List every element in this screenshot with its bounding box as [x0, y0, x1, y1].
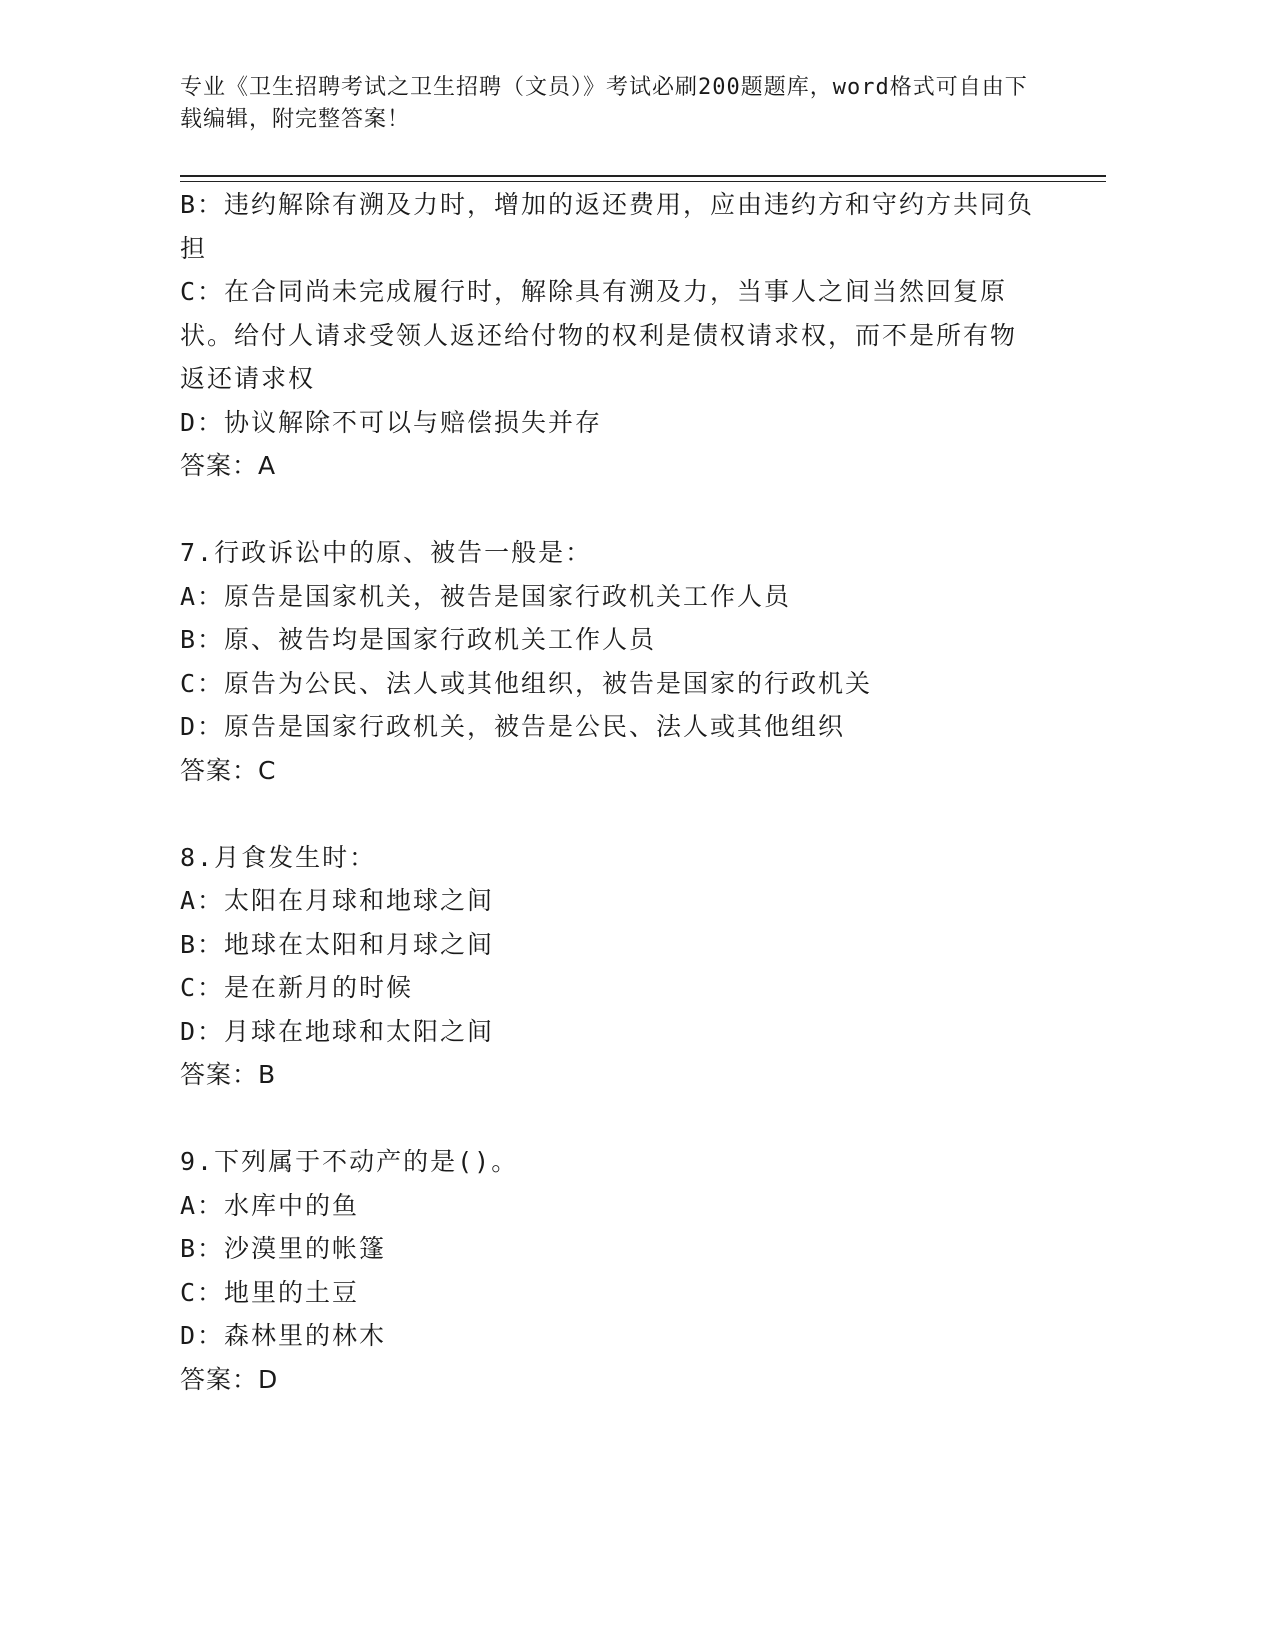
- question-6-continued: [180, 183, 1040, 488]
- option-b: B：原、被告均是国家行政机关工作人员: [180, 625, 657, 654]
- answer-line: 答案：A: [180, 451, 277, 480]
- answer-line: 答案：D: [180, 1364, 279, 1394]
- option-b: B：沙漠里的帐篷: [180, 1234, 387, 1263]
- option-d: D：协议解除不可以与赔偿损失并存: [180, 407, 603, 437]
- option-b: B：地球在太阳和月球之间: [180, 929, 495, 959]
- option-d: D：月球在地球和太阳之间: [180, 1016, 495, 1046]
- question-text: 7.行政诉讼中的原、被告一般是：: [180, 538, 593, 567]
- spacer: [180, 488, 1040, 532]
- option-b: B：违约解除有溯及力时，增加的返还费用，应由违约方和守约方共同负担: [180, 190, 1035, 263]
- header-divider-thin: [180, 181, 1106, 182]
- header-divider-thick: [180, 175, 1106, 177]
- question-text: 9.下列属于不动产的是()。: [180, 1147, 519, 1176]
- option-c: C：在合同尚未完成履行时，解除具有溯及力，当事人之间当然回复原状。给付人请求受领人返还给付物的权利是债权请求权，而不是所有物返还请求权: [180, 277, 1018, 393]
- document-header: [180, 72, 1040, 136]
- question-7: [180, 531, 1040, 792]
- option-d: D：原告是国家行政机关，被告是公民、法人或其他组织: [180, 712, 846, 741]
- answer-line: 答案：B: [180, 1060, 277, 1089]
- question-8: [180, 836, 1040, 1097]
- option-a: A：太阳在月球和地球之间: [180, 886, 495, 915]
- spacer: [180, 792, 1040, 836]
- option-c: C：地里的土豆: [180, 1277, 360, 1307]
- question-text: 8.月食发生时：: [180, 842, 377, 872]
- question-9: [180, 1140, 1040, 1401]
- option-a: A：水库中的鱼: [180, 1190, 360, 1220]
- option-c: C：是在新月的时候: [180, 973, 414, 1002]
- option-d: D：森林里的林木: [180, 1321, 387, 1350]
- question-list: [180, 183, 1040, 1401]
- spacer: [180, 1097, 1040, 1141]
- option-c: C：原告为公民、法人或其他组织，被告是国家的行政机关: [180, 668, 873, 698]
- option-a: A：原告是国家机关，被告是国家行政机关工作人员: [180, 581, 792, 611]
- header-text: 专业《卫生招聘考试之卫生招聘（文员）》考试必刷200题题库，word格式可自由下载编辑，附完整答案！: [180, 75, 1028, 132]
- answer-line: 答案：C: [180, 755, 277, 785]
